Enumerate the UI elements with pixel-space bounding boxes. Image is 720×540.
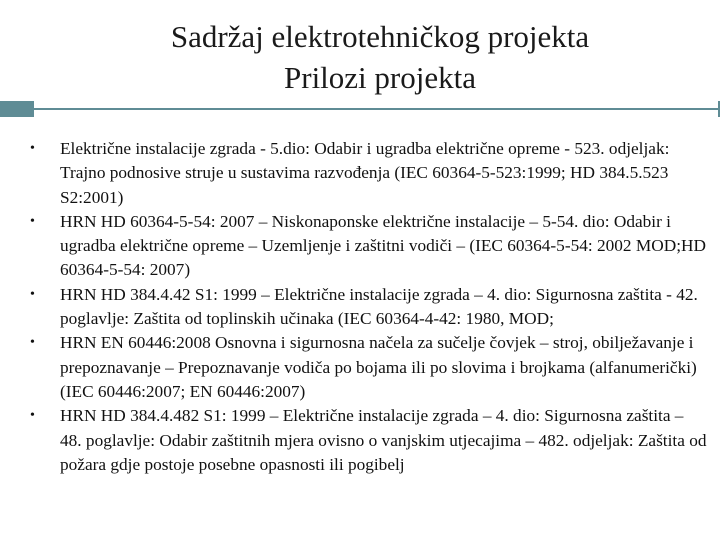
list-item-text: HRN EN 60446:2008 Osnovna i sigurnosna načela za sučelje čovjek – stroj, obilježavanje i prepoznavanje – Prepoznavanje vodiča po bojama ili po slovima i brojkama (alfanumerički) (IEC 60446:2007; EN 60446:2007) <box>60 333 697 401</box>
bullet-icon: • <box>30 408 35 424</box>
list-item-text: Električne instalacije zgrada - 5.dio: Odabir i ugradba električne opreme - 523. odjeljak: Trajno podnosive struje u sustavima razvođenja (IEC 60364-5-523:1999; HD 384.5.523 S2:2001) <box>60 139 670 207</box>
bullet-icon: • <box>30 335 35 351</box>
bullet-icon: • <box>30 286 35 302</box>
slide-title-line-1: Sadržaj elektrotehničkog projekta <box>170 19 590 54</box>
slide-title-line-2: Prilozi projekta <box>284 60 476 95</box>
list-item-text: HRN HD 60364-5-54: 2007 – Niskonaponske električne instalacije – 5-54. dio: Odabir i ugradba električne opreme – Uzemljenje i zaštitni vodiči – (IEC 60364-5-54: 2002 MOD;HD 60364-5-54: 2007) <box>60 211 706 280</box>
standards-list <box>28 137 708 477</box>
title-divider <box>0 101 720 117</box>
list-item <box>28 404 708 477</box>
bullet-icon: • <box>30 213 35 229</box>
divider-accent-block <box>0 101 34 117</box>
list-item-text: HRN HD 384.4.42 S1: 1999 – Električne instalacije zgrada – 4. dio: Sigurnosna zaštita - 42. poglavlje: Zaštita od toplinskih učinaka (IEC 60364-4-42: 1980, MOD; <box>60 284 698 329</box>
list-item <box>28 210 708 283</box>
list-item <box>28 283 708 332</box>
divider-line <box>34 108 720 110</box>
list-item <box>28 137 708 210</box>
slide-title <box>60 16 700 98</box>
list-item-text: HRN HD 384.4.482 S1: 1999 – Električne instalacije zgrada – 4. dio: Sigurnosna zaštita – 48. poglavlje: Odabir zaštitnih mjera ovisno o vanjskim utjecajima – 482. odjeljak: Zaštita od požara gdje postoje posebne opasnosti ili pogibelj <box>60 406 707 474</box>
list-item <box>28 331 708 404</box>
bullet-icon: • <box>30 141 35 156</box>
